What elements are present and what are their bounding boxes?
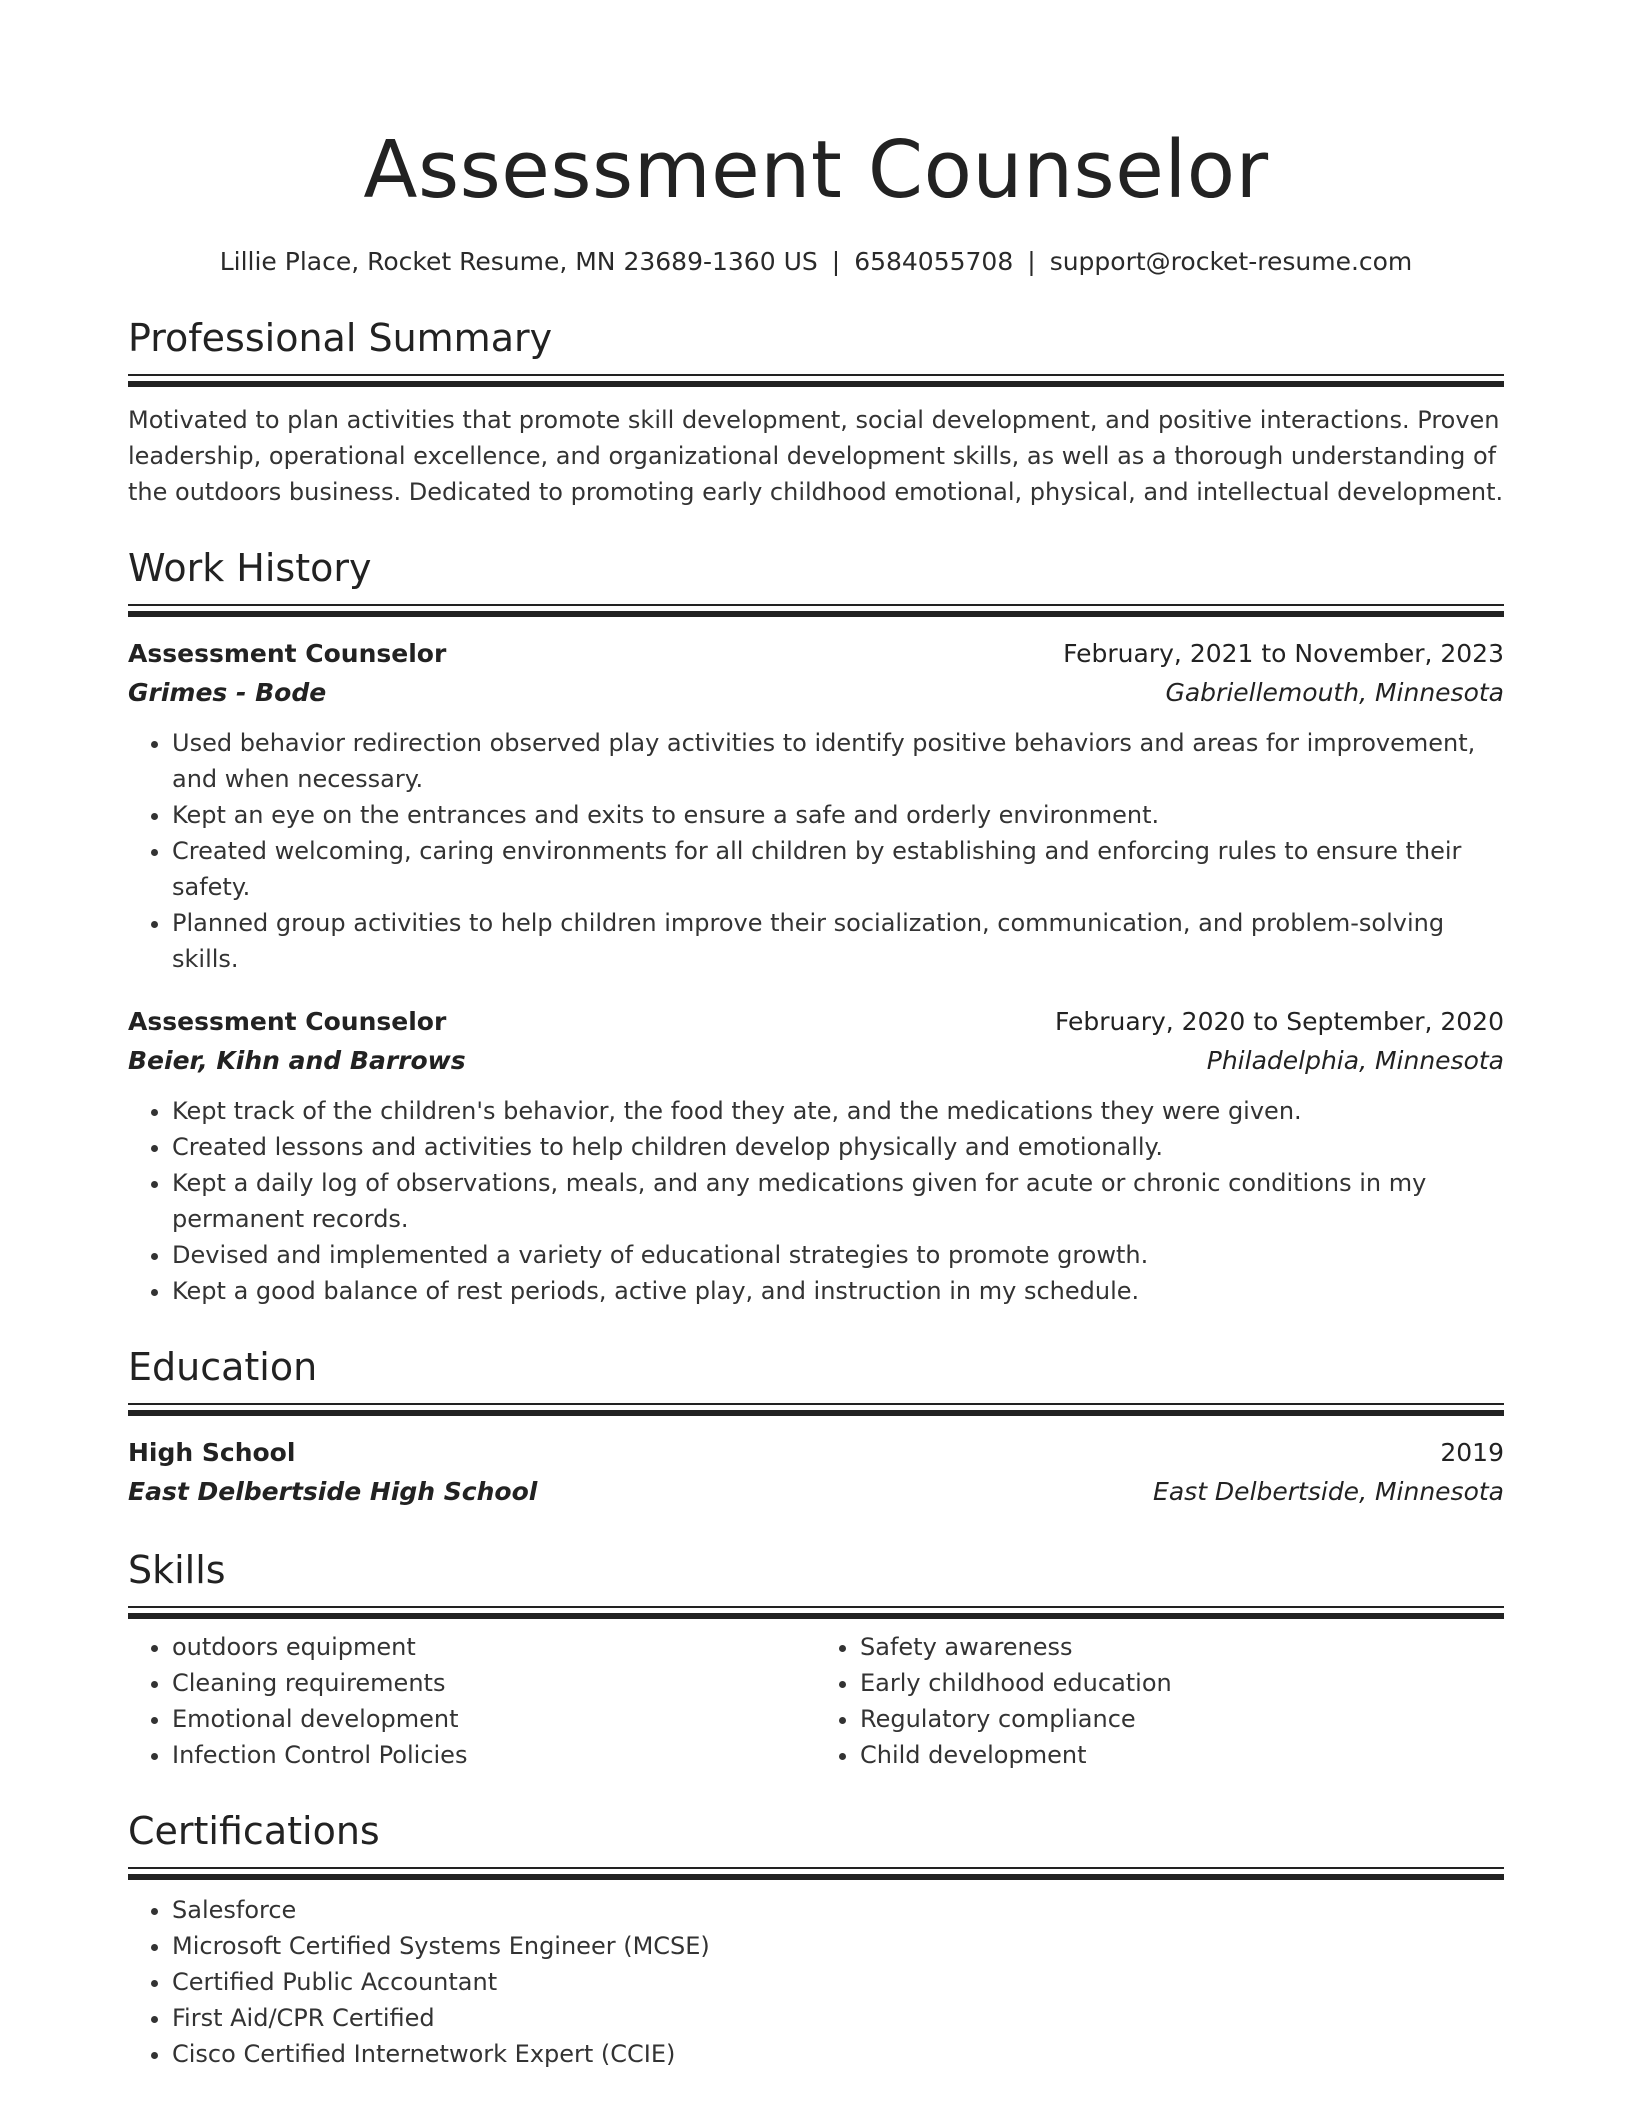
list-item: • Kept an eye on the entrances and exits to ensure a safe and orderly environment. [172, 797, 1504, 833]
job-subheader-row [128, 673, 1504, 713]
certification-item: • Cisco Certified Internetwork Expert (CCIE) [172, 2036, 1504, 2072]
contact-separator: | [1027, 247, 1036, 276]
education-section [128, 1343, 1504, 1512]
section-title-certifications: Certifications [128, 1809, 380, 1853]
certification-item: • First Aid/CPR Certified [172, 2000, 1504, 2036]
job-bullets [128, 1093, 1504, 1309]
job-company: Grimes - Bode [128, 678, 327, 707]
list-item: • Created lessons and activities to help children develop physically and emotionally. [172, 1129, 1504, 1165]
skill-item: • Emotional development [172, 1701, 816, 1737]
job-dates: February, 2020 to September, 2020 [1055, 1007, 1504, 1036]
certification-item: • Microsoft Certified Systems Engineer (MCSE) [172, 1928, 1504, 1964]
contact-address: Lillie Place, Rocket Resume, MN 23689-1360 US [219, 247, 818, 276]
list-item: • Created welcoming, caring environments for all children by establishing and enforcing rules to ensure their safety. [172, 833, 1504, 905]
skills-list-left [128, 1629, 816, 1773]
job-dates: February, 2021 to November, 2023 [1063, 639, 1504, 668]
job-subheader-row [128, 1041, 1504, 1081]
job-company: Beier, Kihn and Barrows [128, 1046, 466, 1075]
job-entry [128, 1003, 1504, 1309]
skill-item: • outdoors equipment [172, 1629, 816, 1665]
section-divider [128, 1403, 1504, 1416]
skills-columns [128, 1629, 1504, 1773]
skills-list-right [816, 1629, 1504, 1773]
skill-item: • Cleaning requirements [172, 1665, 816, 1701]
certification-item: • Salesforce [172, 1892, 1504, 1928]
contact-email: support@rocket-resume.com [1049, 247, 1413, 276]
section-title-skills: Skills [128, 1548, 226, 1592]
skills-section [128, 1546, 1504, 1773]
job-title: Assessment Counselor [128, 1007, 447, 1036]
list-item: • Planned group activities to help children improve their socialization, communication, and problem-solving skills. [172, 905, 1504, 977]
resume-name: Assessment Counselor [363, 124, 1269, 216]
skill-item: • Early childhood education [860, 1665, 1504, 1701]
section-divider [128, 374, 1504, 387]
skill-item: • Regulatory compliance [860, 1701, 1504, 1737]
skill-item: • Safety awareness [860, 1629, 1504, 1665]
job-header-row [128, 635, 1504, 673]
work-history-section [128, 544, 1504, 1309]
education-year: 2019 [1440, 1438, 1504, 1467]
education-location: East Delbertside, Minnesota [1153, 1477, 1504, 1506]
education-school: East Delbertside High School [128, 1477, 538, 1506]
job-location: Philadelphia, Minnesota [1206, 1046, 1504, 1075]
education-degree: High School [128, 1438, 296, 1467]
list-item: • Used behavior redirection observed play activities to identify positive behaviors and areas for improvement, and when necessary. [172, 725, 1504, 797]
section-divider [128, 1606, 1504, 1619]
job-title: Assessment Counselor [128, 639, 447, 668]
certification-item: • Certified Public Accountant [172, 1964, 1504, 2000]
section-title-work-history: Work History [128, 546, 372, 590]
summary-text: Motivated to plan activities that promote skill development, social development, and positive interactions. Proven leadership, operational excellence, and organizational development skills, as well as a thorough understanding of the outdoors business. Dedicated to promoting early childhood emotional, physical, and intellectual development. [128, 406, 1504, 506]
section-title-summary: Professional Summary [128, 316, 553, 360]
section-divider [128, 604, 1504, 617]
section-title-education: Education [128, 1345, 318, 1389]
job-header-row [128, 1003, 1504, 1041]
certifications-list [128, 1892, 1504, 2072]
education-entry [128, 1434, 1504, 1512]
job-bullets [128, 725, 1504, 977]
job-entry [128, 635, 1504, 977]
section-divider [128, 1867, 1504, 1880]
list-item: • Kept track of the children's behavior, the food they ate, and the medications they were given. [172, 1093, 1504, 1129]
list-item: • Kept a good balance of rest periods, active play, and instruction in my schedule. [172, 1273, 1504, 1309]
education-header-row [128, 1434, 1504, 1472]
education-subheader-row [128, 1472, 1504, 1512]
summary-section [128, 314, 1504, 510]
skill-item: • Child development [860, 1737, 1504, 1773]
list-item: • Devised and implemented a variety of educational strategies to promote growth. [172, 1237, 1504, 1273]
skill-item: • Infection Control Policies [172, 1737, 816, 1773]
list-item: • Kept a daily log of observations, meals, and any medications given for acute or chronic conditions in my permanent records. [172, 1165, 1504, 1237]
contact-phone: 6584055708 [854, 247, 1014, 276]
job-location: Gabriellemouth, Minnesota [1165, 678, 1504, 707]
contact-line [128, 244, 1504, 280]
certifications-section [128, 1807, 1504, 2072]
contact-separator: | [831, 247, 841, 276]
